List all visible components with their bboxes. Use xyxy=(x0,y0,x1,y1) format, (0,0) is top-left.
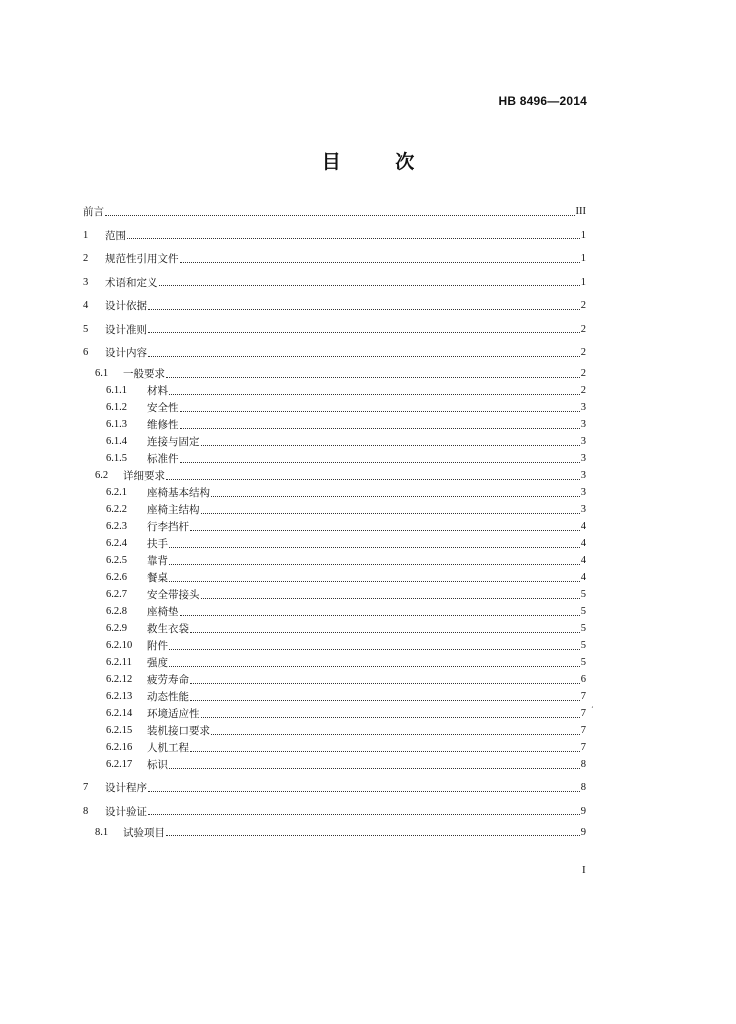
toc-dot-leader xyxy=(180,411,580,412)
toc-entry-page: 7 xyxy=(580,691,586,702)
toc-entry-label: 安全性 xyxy=(147,402,179,414)
toc-entry-number: 6.1.3 xyxy=(106,419,127,430)
toc-entry-number: 1 xyxy=(83,229,89,241)
toc-entry-label: 设计依据 xyxy=(105,300,147,312)
toc-entry-label: 环境适应性 xyxy=(147,708,200,720)
toc-entry-number: 6.2.16 xyxy=(106,742,133,753)
toc-dot-leader xyxy=(169,547,580,548)
toc-entry-label: 餐桌 xyxy=(147,572,168,584)
toc-entry[interactable] xyxy=(83,400,586,416)
toc-dot-leader xyxy=(211,734,580,735)
toc-entry-number: 6.2.1 xyxy=(106,487,127,498)
toc-entry-label: 规范性引用文件 xyxy=(105,253,179,265)
toc-dot-leader xyxy=(169,581,580,582)
toc-entry[interactable] xyxy=(83,570,586,586)
toc-entry-page: 5 xyxy=(580,606,586,617)
toc-entry[interactable] xyxy=(83,468,586,484)
toc-entry-page: 5 xyxy=(580,589,586,600)
toc-entry[interactable] xyxy=(83,451,586,467)
toc-dot-leader xyxy=(159,285,580,286)
toc-entry[interactable] xyxy=(83,740,586,756)
toc-dot-leader xyxy=(169,649,580,650)
toc-entry-number: 6.2.5 xyxy=(106,555,127,566)
toc-entry[interactable] xyxy=(83,502,586,518)
toc-entry-label: 试验项目 xyxy=(123,826,165,839)
toc-dot-leader xyxy=(201,717,580,718)
toc-entry[interactable] xyxy=(83,689,586,705)
toc-dot-leader xyxy=(169,666,580,667)
toc-entry[interactable] xyxy=(83,723,586,739)
toc-entry[interactable] xyxy=(83,275,586,291)
toc-dot-leader xyxy=(169,564,580,565)
toc-entry-page: 2 xyxy=(580,347,586,358)
toc-entry-page: 3 xyxy=(580,436,586,447)
toc-entry-page: 7 xyxy=(580,725,586,736)
toc-entry-label: 安全带接头 xyxy=(147,589,200,601)
toc-entry-number: 6.2.14 xyxy=(106,708,133,719)
page-number: I xyxy=(582,864,586,876)
toc-entry-number: 7 xyxy=(83,782,89,793)
toc-dot-leader xyxy=(166,479,580,480)
toc-entry-number: 6.1.1 xyxy=(106,385,127,396)
toc-entry-page: 3 xyxy=(580,419,586,430)
toc-dot-leader xyxy=(127,238,580,239)
toc-entry-number: 3 xyxy=(83,276,89,288)
toc-entry[interactable] xyxy=(83,804,586,820)
toc-entry-page: 3 xyxy=(580,453,586,464)
toc-entry-number: 8.1 xyxy=(95,826,109,838)
toc-entry-page: 2 xyxy=(580,323,586,335)
toc-dot-leader xyxy=(148,791,580,792)
toc-entry-page: 4 xyxy=(580,538,586,549)
toc-entry-number: 2 xyxy=(83,253,89,264)
toc-entry-page: 5 xyxy=(580,623,586,634)
toc-dot-leader xyxy=(148,332,580,333)
toc-entry[interactable] xyxy=(83,228,586,244)
toc-entry-label: 一般要求 xyxy=(123,368,165,380)
page-title: 目 次 xyxy=(321,151,439,173)
toc-dot-leader xyxy=(201,513,580,514)
toc-entry-label: 设计准则 xyxy=(105,323,147,336)
toc-entry[interactable] xyxy=(83,672,586,688)
toc-entry-label: 人机工程 xyxy=(147,742,189,754)
toc-entry-number: 6.2.8 xyxy=(106,606,127,617)
toc-dot-leader xyxy=(180,428,580,429)
toc-entry-label: 强度 xyxy=(147,657,168,669)
toc-entry-page: 6 xyxy=(580,674,586,685)
toc-entry-page: 8 xyxy=(580,759,586,770)
toc-entry-page: 8 xyxy=(580,782,586,793)
toc-entry-number: 6.2.10 xyxy=(106,640,133,651)
toc-entry-label: 标识 xyxy=(147,759,168,771)
toc-entry[interactable] xyxy=(83,434,586,450)
toc-entry-number: 6.1 xyxy=(95,368,109,379)
toc-entry[interactable] xyxy=(83,587,586,603)
toc-entry-label: 设计验证 xyxy=(105,805,147,818)
toc-entry-page: 1 xyxy=(580,229,586,241)
toc-dot-leader xyxy=(190,683,580,684)
toc-entry-label: 扶手 xyxy=(147,538,168,550)
toc-entry[interactable] xyxy=(83,322,586,338)
toc-dot-leader xyxy=(169,394,580,395)
toc-dot-leader xyxy=(169,768,580,769)
toc-entry-page: 3 xyxy=(580,402,586,413)
toc-entry-page: 7 xyxy=(580,708,586,719)
toc-entry-label: 装机接口要求 xyxy=(147,725,210,737)
toc-entry-number: 6.2 xyxy=(95,470,109,481)
toc-entry-label: 维修性 xyxy=(147,419,179,431)
toc-entry-page: 3 xyxy=(580,470,586,481)
toc-entry[interactable] xyxy=(83,417,586,433)
toc-entry-label: 连接与固定 xyxy=(147,436,200,448)
toc-entry-number: 6.2.15 xyxy=(106,725,133,736)
toc-entry-label: 材料 xyxy=(147,385,168,397)
toc-entry-label: 救生衣袋 xyxy=(147,623,189,635)
toc-entry-number: 8 xyxy=(83,805,89,817)
toc-entry-page: 4 xyxy=(580,521,586,532)
toc-entry-label: 设计内容 xyxy=(105,347,147,359)
toc-entry-number: 6.2.7 xyxy=(106,589,127,600)
toc-entry-number: 6.2.3 xyxy=(106,521,127,532)
toc-dot-leader xyxy=(211,496,580,497)
toc-entry[interactable] xyxy=(83,536,586,552)
toc-entry-number: 5 xyxy=(83,323,89,335)
toc-entry-page: III xyxy=(575,206,586,217)
toc-entry-label: 座椅基本结构 xyxy=(147,487,210,499)
toc-entry[interactable] xyxy=(83,638,586,654)
toc-entry[interactable] xyxy=(83,655,586,671)
toc-entry-page: 4 xyxy=(580,572,586,583)
toc-entry[interactable] xyxy=(83,345,586,361)
toc-entry[interactable] xyxy=(83,553,586,569)
toc-entry[interactable] xyxy=(83,204,586,220)
toc-entry[interactable] xyxy=(83,251,586,267)
toc-entry-page: 5 xyxy=(580,657,586,668)
standard-code: HB 8496—2014 xyxy=(498,94,587,108)
toc-entry-page: 1 xyxy=(580,276,586,288)
toc-dot-leader xyxy=(166,377,580,378)
toc-entry-page: 2 xyxy=(580,300,586,311)
toc-dot-leader xyxy=(190,530,580,531)
toc-entry[interactable] xyxy=(83,366,586,382)
toc-dot-leader xyxy=(148,356,580,357)
toc-entry-label: 标准件 xyxy=(147,453,179,465)
toc-dot-leader xyxy=(180,462,580,463)
toc-entry-number: 6.1.5 xyxy=(106,453,127,464)
toc-entry-page: 3 xyxy=(580,504,586,515)
toc-entry-page: 1 xyxy=(580,253,586,264)
toc-dot-leader xyxy=(166,835,580,836)
toc-entry[interactable] xyxy=(83,604,586,620)
toc-entry-page: 9 xyxy=(580,805,586,817)
toc-entry-label: 座椅主结构 xyxy=(147,504,200,516)
toc-entry[interactable] xyxy=(83,383,586,399)
toc-dot-leader xyxy=(148,309,580,310)
toc-entry[interactable] xyxy=(83,825,586,841)
toc-entry[interactable] xyxy=(83,485,586,501)
stray-mark: ، xyxy=(591,701,594,710)
toc-entry[interactable] xyxy=(83,519,586,535)
toc-entry-page: 7 xyxy=(580,742,586,753)
toc-entry-number: 4 xyxy=(83,300,89,311)
toc-entry-page: 4 xyxy=(580,555,586,566)
toc-entry[interactable] xyxy=(83,621,586,637)
toc-dot-leader xyxy=(148,814,580,815)
toc-entry[interactable] xyxy=(83,706,586,722)
toc-entry-number: 6.2.12 xyxy=(106,674,133,685)
toc-entry-number: 6.2.17 xyxy=(106,759,133,770)
toc-entry-label: 动态性能 xyxy=(147,691,189,703)
toc-entry-number: 6 xyxy=(83,347,89,358)
toc-entry-label: 范围 xyxy=(105,229,126,242)
toc-entry-label: 前言 xyxy=(83,206,104,218)
toc-dot-leader xyxy=(190,751,580,752)
toc-dot-leader xyxy=(105,215,575,216)
toc-entry-label: 详细要求 xyxy=(123,470,165,482)
toc-entry-page: 9 xyxy=(580,826,586,838)
toc-entry-label: 座椅垫 xyxy=(147,606,179,618)
toc-entry-label: 靠背 xyxy=(147,555,168,567)
toc-entry-label: 疲劳寿命 xyxy=(147,674,189,686)
toc-entry[interactable] xyxy=(83,757,586,773)
toc-entry-number: 6.1.4 xyxy=(106,436,127,447)
toc-entry-page: 2 xyxy=(580,385,586,396)
toc-entry-page: 3 xyxy=(580,487,586,498)
toc-entry-label: 术语和定义 xyxy=(105,276,158,289)
toc-entry-page: 5 xyxy=(580,640,586,651)
toc-entry-number: 6.2.11 xyxy=(106,657,132,668)
toc-entry-label: 附件 xyxy=(147,640,168,652)
toc-entry-label: 设计程序 xyxy=(105,782,147,794)
toc-entry-number: 6.2.4 xyxy=(106,538,127,549)
toc-entry-number: 6.2.13 xyxy=(106,691,133,702)
toc-dot-leader xyxy=(201,445,580,446)
toc-entry-label: 行李挡杆 xyxy=(147,521,189,533)
toc-entry-number: 6.2.2 xyxy=(106,504,127,515)
toc-entry[interactable] xyxy=(83,298,586,314)
toc-entry-number: 6.2.6 xyxy=(106,572,127,583)
toc-entry[interactable] xyxy=(83,780,586,796)
toc-entry-page: 2 xyxy=(580,368,586,379)
toc-dot-leader xyxy=(190,700,580,701)
toc-dot-leader xyxy=(180,262,580,263)
toc-dot-leader xyxy=(180,615,580,616)
toc-entry-number: 6.1.2 xyxy=(106,402,127,413)
toc-dot-leader xyxy=(190,632,580,633)
toc-entry-number: 6.2.9 xyxy=(106,623,127,634)
toc-dot-leader xyxy=(201,598,580,599)
